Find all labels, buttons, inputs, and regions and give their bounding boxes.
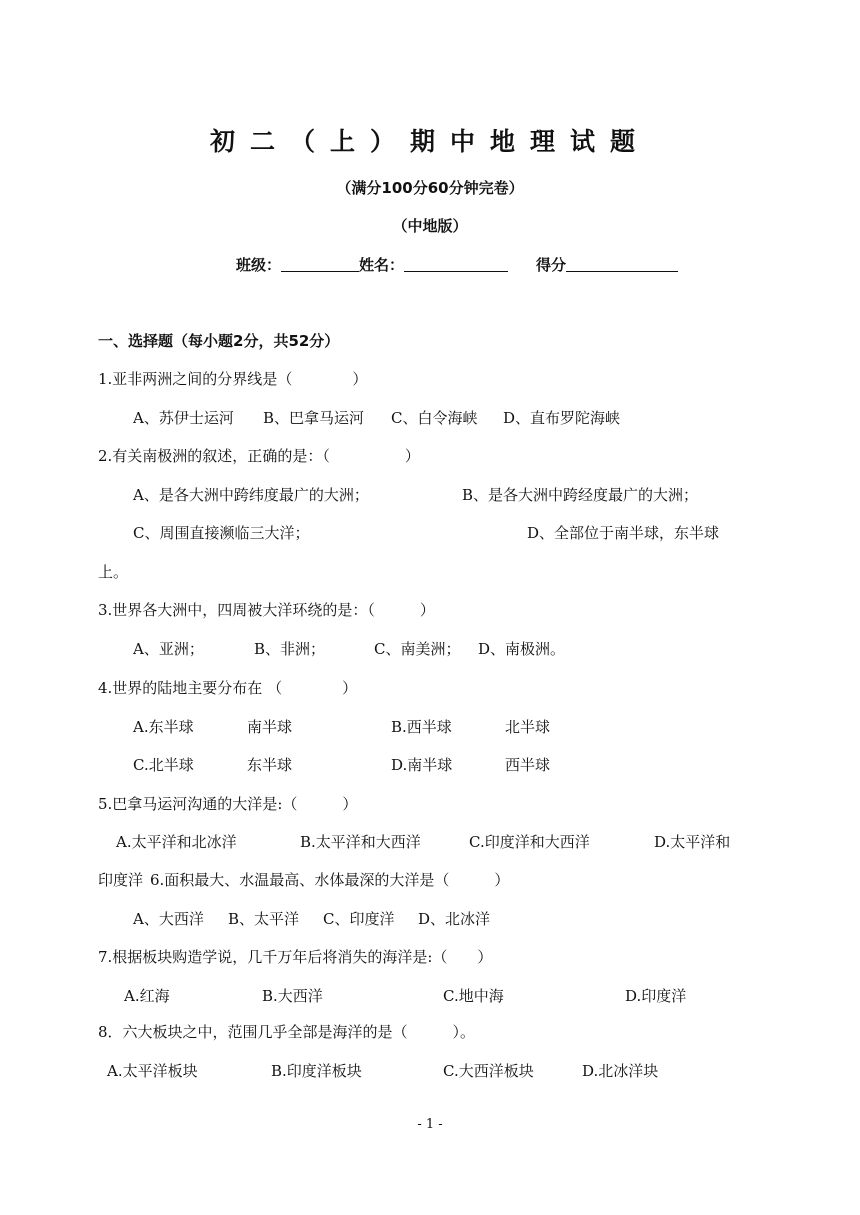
student-info-row	[236, 254, 678, 275]
exam-subtitle: （满分100分60分钟完卷）	[336, 179, 524, 197]
q7-option-c: C.地中海	[443, 987, 504, 1005]
q6-option-a: A、大西洋	[133, 910, 204, 928]
score-label: 得分	[536, 256, 567, 274]
q5-option-d-continued: 印度洋	[98, 871, 144, 889]
q4-option-b: B.西半球	[391, 718, 452, 736]
q3-option-d: D、南极洲。	[478, 640, 566, 658]
q1-option-c: C、白令海峡	[391, 409, 478, 427]
q1-option-b: B、巴拿马运河	[263, 409, 365, 427]
q4-option-c-second: 东半球	[247, 756, 293, 774]
name-blank[interactable]	[404, 257, 508, 272]
question-3-stem: 3.世界各大洲中，四周被大洋环绕的是：（ ）	[98, 601, 435, 619]
question-5-stem: 5.巴拿马运河沟通的大洋是:（ ）	[98, 795, 358, 813]
q7-option-b: B.大西洋	[262, 987, 323, 1005]
q8-option-d: D.北冰洋块	[582, 1062, 659, 1080]
q3-option-c: C、南美洲；	[374, 640, 461, 658]
class-label: 班级：	[236, 256, 282, 274]
question-6-stem: 6.面积最大、水温最高、水体最深的大洋是（ ）	[150, 871, 510, 889]
q7-option-d: D.印度洋	[625, 987, 687, 1005]
q4-option-b-second: 北半球	[505, 718, 551, 736]
q2-option-c: C、周围直接濒临三大洋；	[133, 524, 310, 542]
q3-option-b: B、非洲；	[254, 640, 326, 658]
score-blank[interactable]	[566, 257, 678, 272]
q4-option-a-second: 南半球	[247, 718, 293, 736]
q5-option-a: A.太平洋和北冰洋	[116, 833, 237, 851]
q1-option-d: D、直布罗陀海峡	[503, 409, 621, 427]
q4-option-d: D.南半球	[391, 756, 453, 774]
q5-option-b: B.太平洋和大西洋	[300, 833, 421, 851]
q1-option-a: A、苏伊士运河	[133, 409, 234, 427]
q2-option-a: A、是各大洲中跨纬度最广的大洲；	[133, 486, 369, 504]
question-2-stem: 2.有关南极洲的叙述，正确的是：（ ）	[98, 447, 420, 465]
q6-option-c: C、印度洋	[323, 910, 395, 928]
exam-title: 初二（上）期中地理试题	[209, 127, 650, 156]
q6-option-d: D、北冰洋	[418, 910, 491, 928]
q4-option-c: C.北半球	[133, 756, 194, 774]
q6-option-b: B、太平洋	[228, 910, 300, 928]
question-8-stem: 8．六大板块之中，范围几乎全部是海洋的是（ ）。	[98, 1023, 476, 1041]
q8-option-b: B.印度洋板块	[271, 1062, 362, 1080]
question-1-stem: 1.亚非两洲之间的分界线是（ ）	[98, 370, 368, 388]
q8-option-c: C.大西洋板块	[443, 1062, 534, 1080]
exam-edition: （中地版）	[392, 217, 468, 235]
q5-option-d: D.太平洋和	[654, 833, 731, 851]
name-label: 姓名：	[359, 256, 405, 274]
q4-option-d-second: 西半球	[505, 756, 551, 774]
q8-option-a: A.太平洋板块	[107, 1062, 198, 1080]
section-heading: 一、选择题（每小题2分，共52分）	[98, 332, 340, 350]
q5-option-c: C.印度洋和大西洋	[469, 833, 590, 851]
q4-option-a: A.东半球	[133, 718, 194, 736]
q2-option-d-continued: 上。	[98, 563, 129, 581]
question-4-stem: 4.世界的陆地主要分布在 （ ）	[98, 679, 358, 697]
q3-option-a: A、亚洲；	[133, 640, 204, 658]
q2-option-b: B、是各大洲中跨经度最广的大洲；	[462, 486, 699, 504]
question-7-stem: 7.根据板块购造学说，几千万年后将消失的海洋是:（ ）	[98, 948, 493, 966]
class-blank[interactable]	[281, 257, 359, 272]
q2-option-d: D、全部位于南半球，东半球	[527, 524, 720, 542]
page-number: - 1 -	[417, 1117, 443, 1132]
q7-option-a: A.红海	[124, 987, 170, 1005]
